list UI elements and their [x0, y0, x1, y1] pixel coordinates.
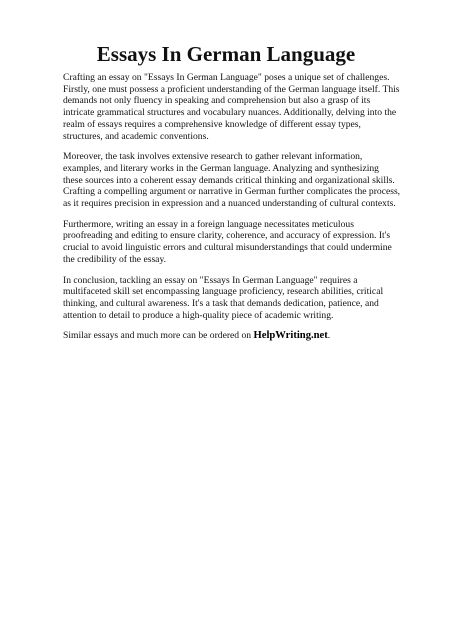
- paragraph-1: Crafting an essay on "Essays In German Language" poses a unique set of challenges. Firstly, one must possess a proficient understanding of the German language itself. This demands not only fluency in speaking and comprehension but also a grasp of its intricate grammatical structures and vocabulary nuances. Additionally, delving into the realm of essays requires a comprehensive knowledge of different essay types, structures, and academic conventions.: [63, 72, 400, 142]
- paragraph-3: Furthermore, writing an essay in a foreign language necessitates meticulous proofreading and editing to ensure clarity, coherence, and accuracy of expression. It's crucial to avoid linguistic errors and cultural misunderstandings that could undermine the credibility of the essay.: [63, 218, 392, 265]
- helpwriting-link[interactable]: HelpWriting.net: [253, 330, 328, 342]
- footer-text: Similar essays and much more can be ordered on: [63, 330, 252, 342]
- footer-period: .: [327, 330, 331, 342]
- document-body: [63, 72, 401, 351]
- footer-paragraph: [63, 330, 401, 342]
- paragraph-4: In conclusion, tackling an essay on "Essays In German Language" requires a multifaceted skill set encompassing language proficiency, research abilities, critical thinking, and cultural awareness. It's a task that demands dedication, patience, and attention to detail to produce a high-quality piece of academic writing.: [63, 274, 384, 321]
- document-title: Essays In German Language: [96, 42, 356, 66]
- paragraph-2: Moreover, the task involves extensive research to gather relevant information, examples, and literary works in the German language. Analyzing and synthesizing these sources into a coherent essay demands critical thinking and organizational skills. Crafting a compelling argument or narrative in German further complicates the process, as it requires precision in expression and a nuanced understanding of cultural contexts.: [63, 151, 401, 210]
